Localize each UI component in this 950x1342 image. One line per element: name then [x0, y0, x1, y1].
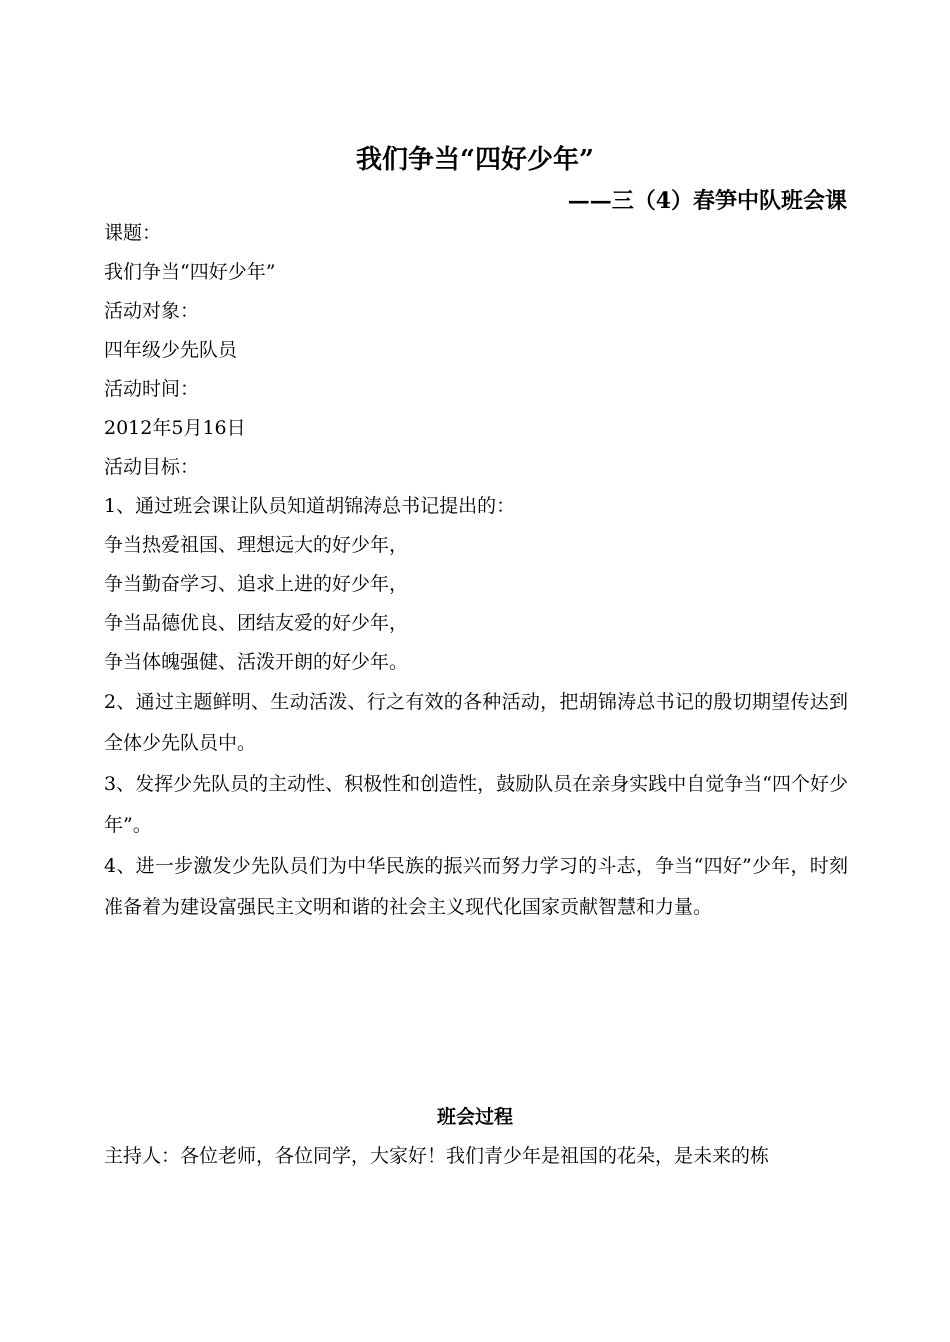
- time-value: 2012年5月16日: [104, 417, 246, 439]
- goal-2-paragraph: 2、通过主题鲜明、生动活泼、行之有效的各种活动，把胡锦涛总书记的殷切期望传达到全体少先队员中。: [104, 691, 848, 754]
- label-topic: 课题：: [104, 222, 162, 244]
- host-intro-line: 主持人：各位老师，各位同学，大家好！我们青少年是祖国的花朵，是未来的栋: [104, 1145, 770, 1167]
- goal-1-item: 争当热爱祖国、理想远大的好少年，: [104, 534, 409, 556]
- label-audience: 活动对象：: [104, 300, 200, 322]
- label-time: 活动时间：: [104, 378, 200, 400]
- goal-4-paragraph: 4、进一步激发少先队员们为中华民族的振兴而努力学习的斗志，争当“四好”少年，时刻准备着为建设富强民主文明和谐的社会主义现代化国家贡献智慧和力量。: [104, 855, 848, 918]
- goal-1-item: 争当体魄强健、活泼开朗的好少年。: [104, 651, 409, 673]
- document-body: [104, 214, 848, 928]
- goal-1-item: 争当品德优良、团结友爱的好少年，: [104, 612, 409, 634]
- audience-value: 四年级少先队员: [104, 339, 238, 361]
- goal-3-paragraph: 3、发挥少先队员的主动性、积极性和创造性，鼓励队员在亲身实践中自觉争当“四个好少年”。: [104, 773, 848, 836]
- document-subtitle: ——三（4）春笋中队班会课: [567, 188, 847, 214]
- goal-1-intro: 1、通过班会课让队员知道胡锦涛总书记提出的：: [104, 495, 516, 517]
- goal-1-item: 争当勤奋学习、追求上进的好少年，: [104, 573, 409, 595]
- section-heading: 班会过程: [436, 1106, 513, 1128]
- topic-value: 我们争当“四好少年”: [104, 261, 276, 283]
- document-title: 我们争当“四好少年”: [356, 145, 594, 175]
- label-goals: 活动目标：: [104, 456, 200, 478]
